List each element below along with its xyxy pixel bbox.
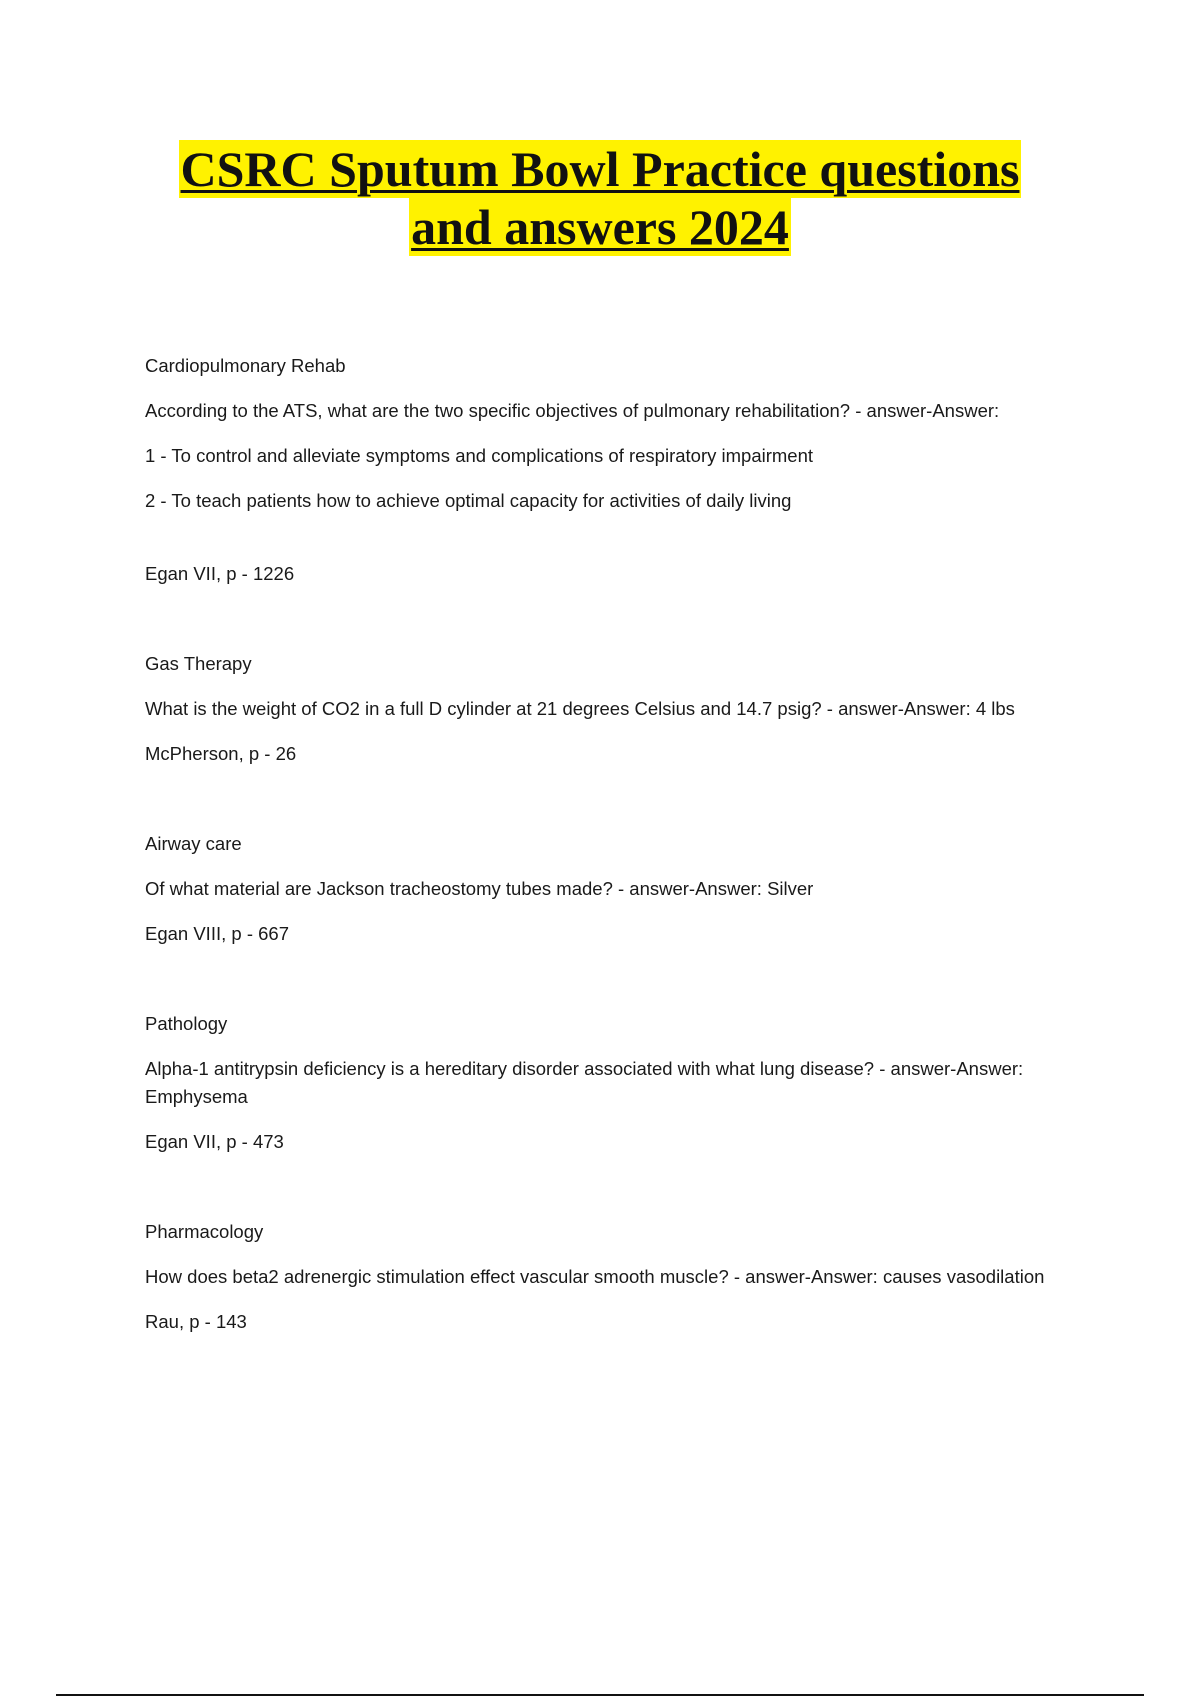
- section-category: Cardiopulmonary Rehab: [145, 355, 346, 376]
- qa-section-cardiopulmonary-rehab: [145, 352, 1105, 588]
- title-line-2: and answers 2024: [411, 199, 789, 255]
- qa-section-airway-care: [145, 830, 1105, 948]
- question-text: What is the weight of CO2 in a full D cylinder at 21 degrees Celsius and 14.7 psig? - answer-Answer: 4 lbs: [145, 698, 1015, 719]
- reference-text: Egan VII, p - 1226: [145, 563, 295, 584]
- section-category: Pharmacology: [145, 1221, 264, 1242]
- spacer: [145, 588, 1105, 650]
- qa-section-gas-therapy: [145, 650, 1105, 768]
- reference-text: McPherson, p - 26: [145, 743, 297, 764]
- reference-text: Rau, p - 143: [145, 1311, 247, 1332]
- document-body: [145, 352, 1105, 1336]
- spacer: [145, 948, 1105, 1010]
- spacer: [145, 515, 1105, 560]
- reference-text: Egan VIII, p - 667: [145, 923, 289, 944]
- document-title: [0, 140, 1200, 256]
- spacer: [145, 1156, 1105, 1218]
- section-category: Gas Therapy: [145, 653, 252, 674]
- section-category: Airway care: [145, 833, 242, 854]
- question-text: According to the ATS, what are the two specific objectives of pulmonary rehabilitation? - answer-Answer:: [145, 400, 1000, 421]
- question-text: Alpha-1 antitrypsin deficiency is a hereditary disorder associated with what lung disease? - answer-Answer: Emphysema: [145, 1058, 1024, 1107]
- answer-line: 2 - To teach patients how to achieve optimal capacity for activities of daily living: [145, 490, 792, 511]
- answer-line: 1 - To control and alleviate symptoms and complications of respiratory impairment: [145, 445, 814, 466]
- qa-section-pathology: [145, 1010, 1105, 1156]
- question-text: How does beta2 adrenergic stimulation effect vascular smooth muscle? - answer-Answer: causes vasodilation: [145, 1266, 1045, 1287]
- reference-text: Egan VII, p - 473: [145, 1131, 284, 1152]
- spacer: [145, 768, 1105, 830]
- section-category: Pathology: [145, 1013, 228, 1034]
- question-text: Of what material are Jackson tracheostomy tubes made? - answer-Answer: Silver: [145, 878, 814, 899]
- qa-section-pharmacology: [145, 1218, 1105, 1336]
- page-bottom-rule: [56, 1694, 1144, 1696]
- title-line-1: CSRC Sputum Bowl Practice questions: [180, 141, 1020, 197]
